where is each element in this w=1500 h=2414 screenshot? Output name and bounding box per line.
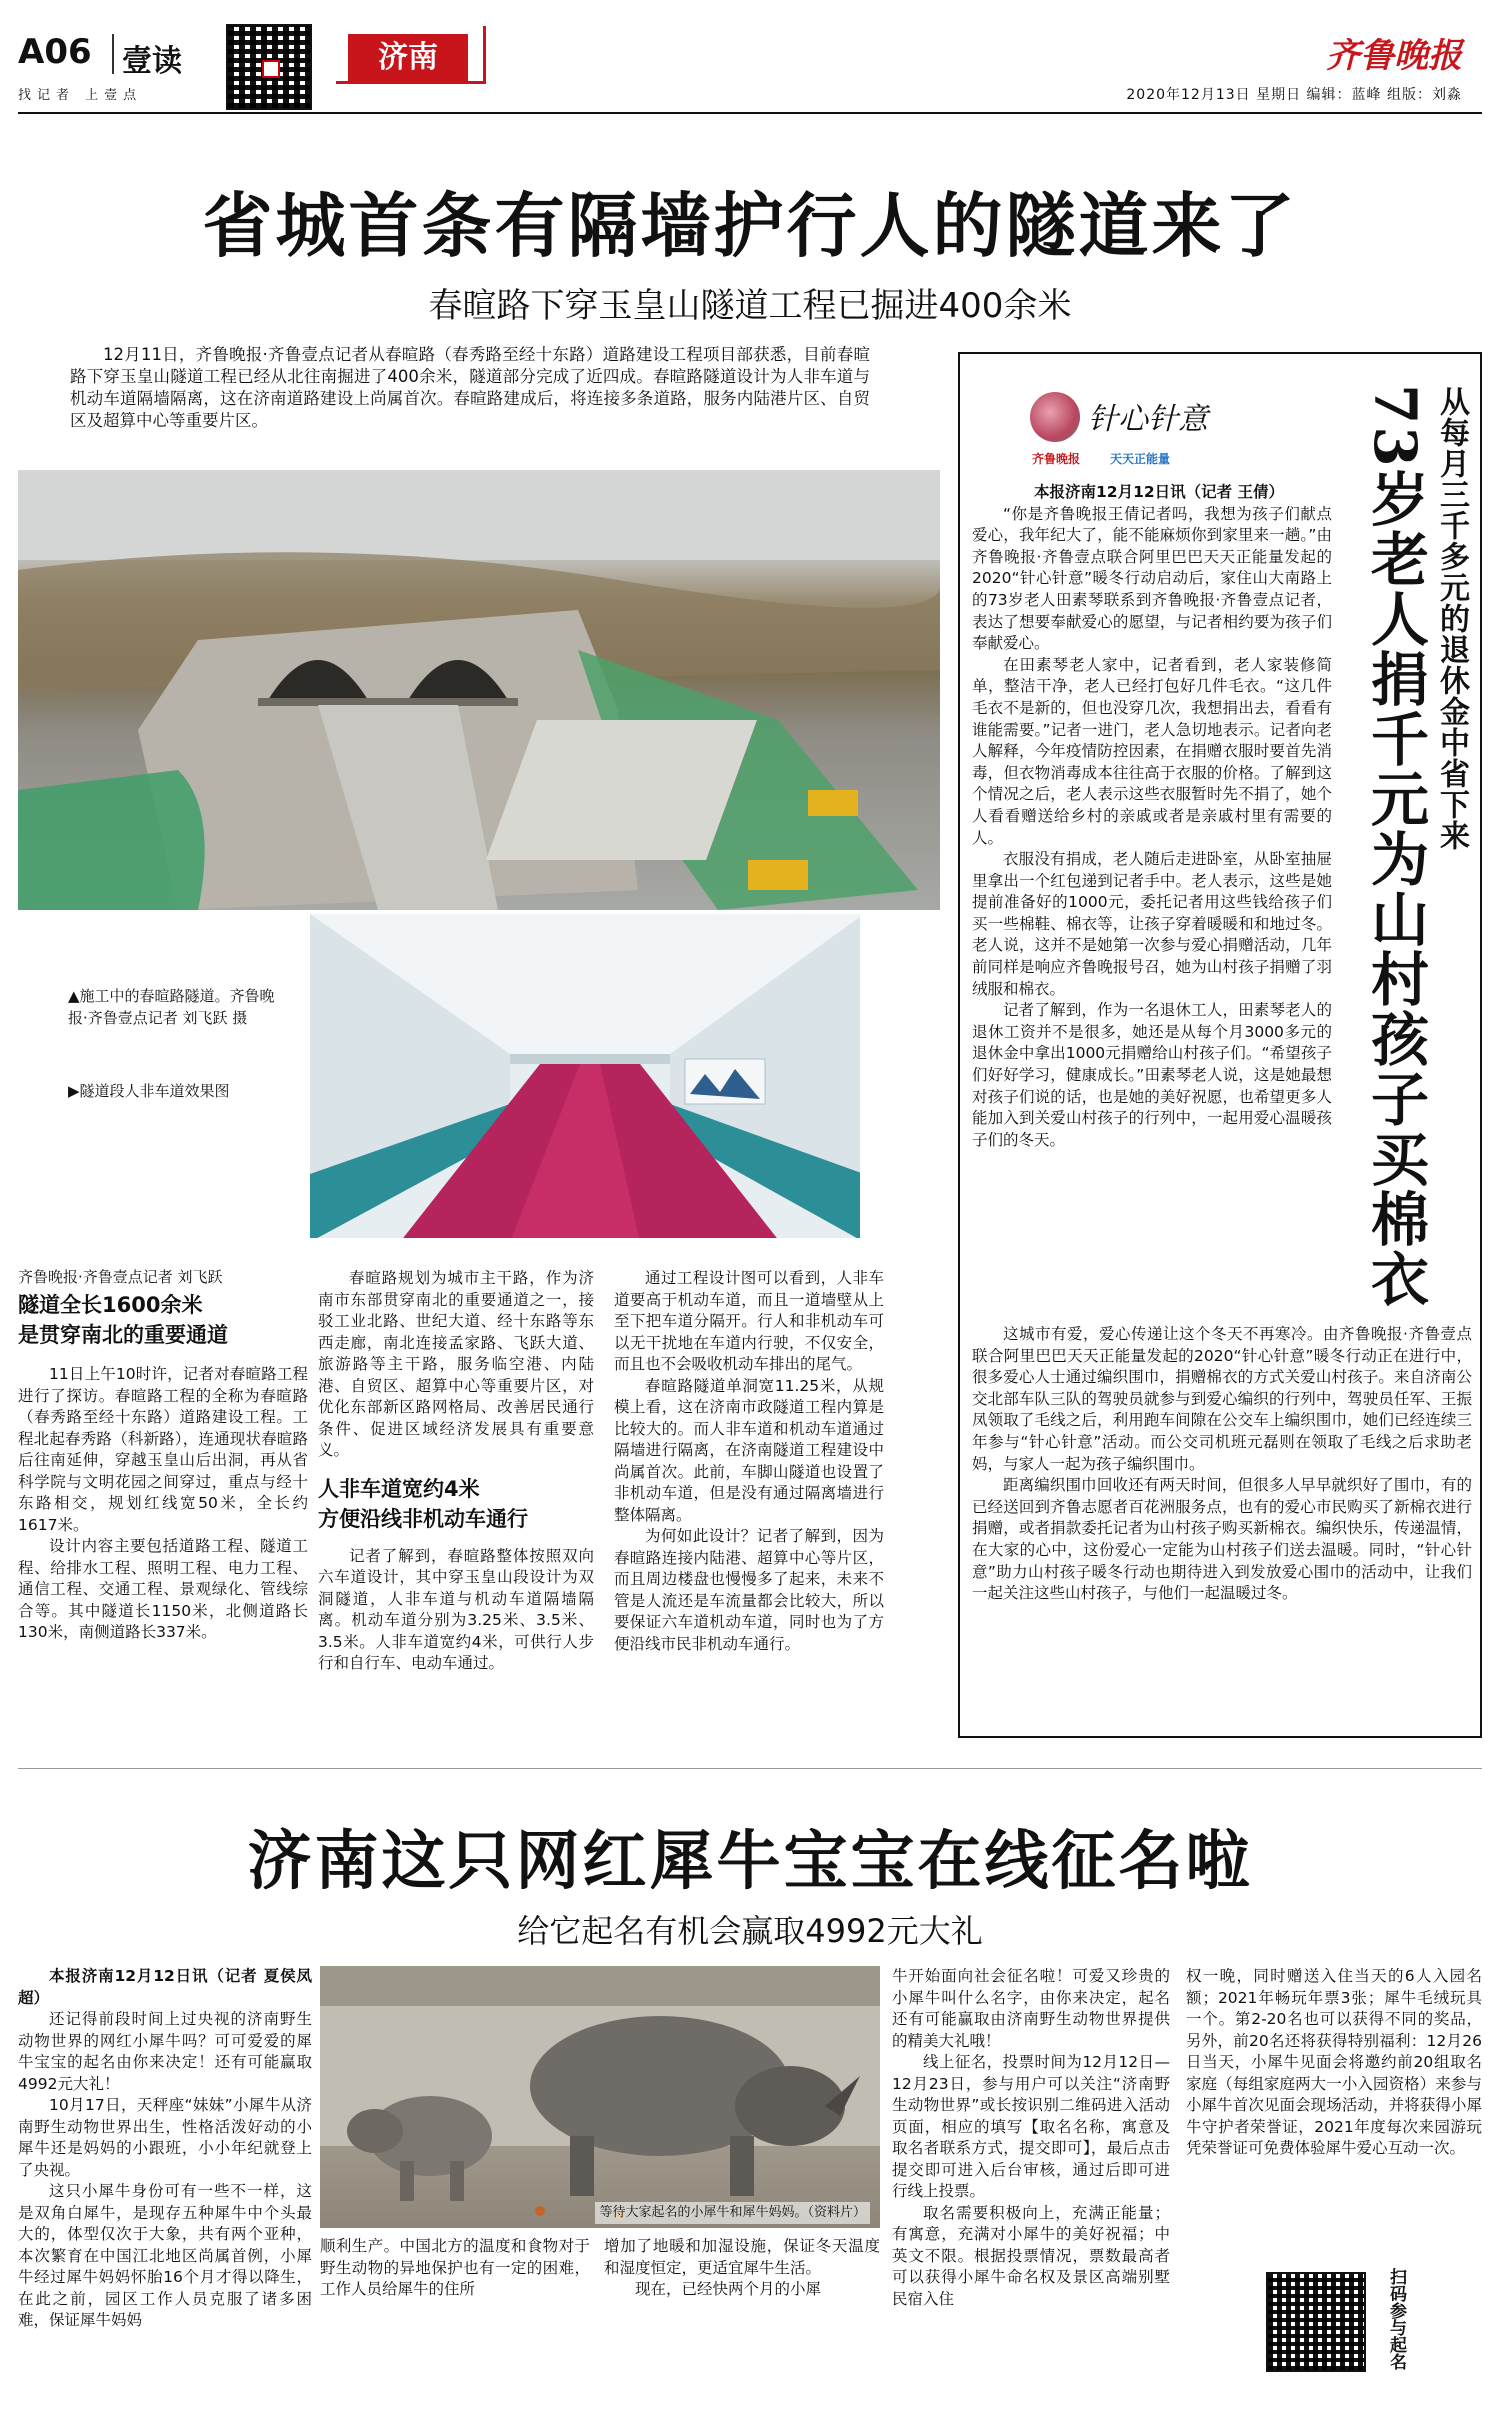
story2-kicker: 从每月三千多元的退休金中省下来 [1434,386,1469,851]
story1-col3-p1: 通过工程设计图可以看到，人非车道要高于机动车道，而且一道墙壁从上至下把车道分隔开。行人和非机动车可以无干扰地在车道内行驶，不仅安全，而且也不会吸收机动车排出的尾气。 [614,1269,884,1373]
story2-box [958,352,1482,1738]
sponsor-2: 天天正能量 [1110,452,1171,466]
designer: 组版：刘淼 [1387,87,1462,103]
story2-headline: 73岁老人捐千元为山村孩子买棉衣 [1361,384,1429,1309]
story3-col2-bottom: 顺利生产。中国北方的温度和食物对于野生动物的异地保护也有一定的困难，工作人员给犀牛的住所 [320,2237,590,2298]
rhino-caption: 等待大家起名的小犀牛和犀牛妈妈。（资料片） [595,2202,870,2224]
story2-col-bottom [972,1324,1472,1605]
story3-col5 [1186,1966,1482,2160]
story2-p4: 记者了解到，作为一名退休工人，田素琴老人的退休工资并不是很多，她还是从每个月3000多元的退休金中拿出1000元捐赠给山村孩子们。“希望孩子们好好学习，健康成长。”田素琴老人说，这是她最想对孩子们说的话，也是她的美好祝愿，也希望更多人能加入到关爱山村孩子的行列中，一起用爱心温暖孩子们的冬天。 [972,1001,1332,1149]
story1-subhead-b2: 方便沿线非机动车通行 [318,1506,528,1531]
story1-col1-p2: 设计内容主要包括道路工程、隧道工程、给排水工程、照明工程、电力工程、通信工程、交通工程、景观绿化、管线综合等。其中隧道长1150米，北侧道路长130米，南侧道路长337米。 [18,1537,308,1641]
qr-code-icon[interactable] [1266,2272,1366,2372]
tunnel-aerial-illustration [18,470,940,910]
story1-col2 [318,1268,594,1675]
story1-col3-p2: 春暄路隧道单洞宽11.25米，从规模上看，这在济南市政隧道工程内算是比较大的。而人非车道和机动车道通过隔墙进行隔离，在济南隧道工程建设中尚属首次。此前，车脚山隧道也设置了非机动车道，但是没有通过隔离墙进行整体隔离。 [614,1376,884,1524]
story3-col1 [18,1966,312,2332]
story1-col3-p3: 为何如此设计？记者了解到，因为春暄路连接内陆港、超算中心等片区，而且周边楼盘也慢慢多了起来，未来不管是人流还是车流量都会比较大，所以要保证六车道机动车道，同时也为了方便沿线市民非机动车通行。 [614,1527,884,1653]
story1-lead: 12月11日，齐鲁晚报·齐鲁壹点记者从春暄路（春秀路至经十东路）道路建设工程项目部获悉，目前春暄路下穿玉皇山隧道工程已经从北往南掘进了400余米，隧道部分完成了近四成。春暄路隧道设计为人非车道与机动车道隔墙隔离，这在济南道路建设上尚属首次。春暄路建成后，将连接多条道路，服务内陆港片区、自贸区及超算中心等重要片区。 [70,345,870,430]
story3-subhead: 给它起名有机会赢取4992元大礼 [517,1912,983,1950]
story1-col2-p2: 记者了解到，春暄路整体按照双向六车道设计，其中穿玉皇山段设计为双洞隧道，人非车道与机动车道隔墙隔离。机动车道分别为3.25米、3.5米、3.5米。人非车道宽约4米，可供行人步行和自行车、电动车通过。 [318,1546,594,1672]
tagline: 找记者 上壹点 [18,88,143,103]
editor: 编辑：蓝峰 [1306,87,1382,103]
tunnel-aerial-photo [18,470,940,910]
story3-col3-bottom: 增加了地暖和加湿设施，保证冬天温度和湿度恒定，更适宜犀牛生活。 现在，已经快两个月的小犀 [604,2237,880,2298]
tunnel-rendering-photo [308,912,862,1240]
story1-subhead-a2: 是贯穿南北的重要通道 [18,1323,228,1347]
sponsor-1: 齐鲁晚报 [1032,452,1081,466]
story1-col2-p1: 春暄路规划为城市主干路，作为济南市东部贯穿南北的重要通道之一，接驳工业北路、世纪大道、经十东路等东西走廊，南北连接孟家路、飞跃大道、旅游路等主干路，服务临空港、内陆港、自贸区、超算中心等重要片区，对优化东部新区路网格局、改善居民通行条件、促进区域经济发展具有重要意义。 [318,1269,594,1459]
story3-headline: 济南这只网红犀牛宝宝在线征名啦 [247,1824,1253,1899]
story3-col1-p3: 这只小犀牛身份可有一些不一样，这是双角白犀牛，是现存五种犀牛中个头最大的，体型仅次于大象，共有两个亚种，本次繁育在中国江北地区尚属首例，小犀牛经过犀牛妈妈怀胎16个月才得以降生，在此之前，园区工作人员克服了诸多困难，保证犀牛妈妈 [18,2182,312,2329]
story2-byline: 本报济南12月12日讯（记者 王倩） [1034,483,1285,501]
story3-col1-p1: 还记得前段时间上过央视的济南野生动物世界的网红小犀牛吗？可可爱爱的犀牛宝宝的起名由你来决定！还有可能赢取4992元大礼！ [18,2010,312,2093]
story2-p1: “你是齐鲁晚报王倩记者吗，我想为孩子们献点爱心，我年纪大了，能不能麻烦你到家里来一趟。”由齐鲁晚报·齐鲁壹点联合阿里巴巴天天正能量发起的2020“针心针意”暖冬行动启动后，家住山大南路上的73岁老人田素琴联系到齐鲁晚报·齐鲁壹点记者，表达了想要奉献爱心的愿望，与记者相约要为孩子们奉献爱心。 [972,504,1332,653]
page-number: A06 [18,32,92,72]
rhino-photo [320,1966,880,2228]
story1-caption-1: ▲施工中的春暄路隧道。齐鲁晚报·齐鲁壹点记者 刘飞跃 摄 [68,987,275,1027]
date: 2020年12月13日 [1126,87,1251,103]
masthead-divider [112,34,114,74]
story2-col-top [972,482,1332,1151]
paper-logo: 齐鲁晚报 [1326,36,1462,76]
masthead [18,24,1482,112]
story2-p3: 衣服没有捐成，老人随后走进卧室，从卧室抽屉里拿出一个红包递到记者手中。老人表示，这些是她提前准备好的1000元，委托记者用这些钱给孩子们买一些棉鞋、棉衣等，让孩子穿着暖暖和和地过冬。老人说，这并不是她第一次参与爱心捐赠活动，几年前同样是响应齐鲁晚报号召，她为山村孩子捐赠了羽绒服和棉衣。 [972,850,1332,998]
story1-subhead-a1: 隧道全长1600余米 [18,1293,203,1317]
section-name: 济南 [348,34,468,82]
story3-col5-p1: 权一晚，同时赠送入住当天的6人入园名额；2021年畅玩年票3张；犀牛毛绒玩具一个。第2-20名也可以获得不同的奖品，另外，前20名还将获得特别福利：12月26日当天，小犀牛见面会将邀约前20组取名家庭（每组家庭两大一小入园资格）来参与小犀牛首次见面会现场活动，并将获得小犀牛守护者荣誉证，2021年度每次来园游玩凭荣誉证可免费体验犀牛爱心互动一次。 [1186,1967,1482,2157]
rhino-illustration [320,1966,880,2228]
story2-p5: 这城市有爱，爱心传递让这个冬天不再寒冷。由齐鲁晚报·齐鲁壹点联合阿里巴巴天天正能量发起的2020“针心针意”暖冬行动正在进行中，很多爱心人士通过编织围巾，捐赠棉衣的方式关爱山村孩子。来自济南公交北部车队三队的驾驶员就参与到爱心编织的行列中，驾驶员任军、王振凤领取了毛线之后，利用跑车间隙在公交车上编织围巾，她们已经连续三年参与“针心针意”活动。而公交司机班元磊则在领取了毛线之后求助老妈，与家人一起为孩子编织围巾。 [972,1325,1472,1473]
story2-p2: 在田素琴老人家中，记者看到，老人家装修简单，整洁干净，老人已经打包好几件毛衣。“这几件毛衣不是新的，但也没穿几次，我想捐出去，看看有谁能需要。”记者一进门，老人急切地表示。记者向老人解释，今年疫情防控因素，在捐赠衣服时要首先消毒，但衣物消毒成本往往高于衣服的价格。了解到这个情况之后，老人表示这些衣服暂时先不捐了，她个人看看赠送给乡村的亲戚或者是亲戚村里有需要的人。 [972,655,1332,847]
section-divider [18,1768,1482,1769]
story1-col1 [18,1290,308,1644]
section-short: 壹读 [122,44,182,79]
story3-col4 [892,1966,1170,2310]
story1-subhead: 春暄路下穿玉皇山隧道工程已掘进400余米 [428,286,1072,326]
dateline [1126,84,1462,104]
yarn-ball-icon [1030,392,1080,442]
qr-code-icon[interactable] [226,24,312,110]
story1-byline: 齐鲁晚报·齐鲁壹点记者 刘飞跃 [18,1268,223,1286]
story3-col4-p1: 牛开始面向社会征名啦！可爱又珍贵的小犀牛叫什么名字，由你来决定，起名还有可能赢取由济南野生动物世界提供的精美大礼哦！ [892,1967,1170,2050]
story3-col1-p2: 10月17日，天秤座“妹妹”小犀牛从济南野生动物世界出生，性格活泼好动的小犀牛还是妈妈的小跟班，小小年纪就登上了央视。 [18,2096,312,2179]
story3-col4-p3: 取名需要积极向上，充满正能量；有寓意，充满对小犀牛的美好祝福；中英文不限。根据投票情况，票数最高者可以获得小犀牛命名权及景区高端别墅民宿入住 [892,2203,1170,2308]
masthead-rule [18,112,1482,114]
story1-subhead-b1: 人非车道宽约4米 [318,1476,480,1501]
story2-p6: 距离编织围巾回收还有两天时间，但很多人早早就织好了围巾，有的已经送回到齐鲁志愿者百花洲服务点，也有的爱心市民购买了新棉衣进行捐赠，或者捐款委托记者为山村孩子购买新棉衣。编织快乐，传递温情，在大家的心中，这份爱心一定能为山村孩子们送去温暖。同时，“针心针意”助力山村孩子暖冬行动也期待进入到发放爱心围巾的活动中，让我们一起关注这些山村孩子，与他们一起温暖过冬。 [972,1476,1472,1603]
qr-label: 扫码参与起名 [1386,2268,1406,2370]
story1-caption-2: ▶隧道段人非车道效果图 [68,1082,230,1100]
story1-headline: 省城首条有隔墙护行人的隧道来了 [202,184,1298,267]
story3-byline: 本报济南12月12日讯（记者 夏侯凤超） [18,1967,312,2007]
story1-col1-p1: 11日上午10时许，记者对春暄路工程进行了探访。春暄路工程的全称为春暄路（春秀路至经十东路）道路建设工程。工程北起春秀路（科新路），连通现状春暄路后往南延伸，穿越玉皇山后出洞，再从省科学院与文明花园之间穿过，重点与经十东路相交，规划红线宽50米，全长约1617米。 [18,1365,308,1534]
tunnel-rendering-illustration [310,914,862,1240]
weekday: 星期日 [1256,87,1302,103]
story1-col3 [614,1268,884,1655]
column-logo: 针心针意 [1088,402,1208,437]
story3-col4-p2: 线上征名，投票时间为12月12日—12月23日，参与用户可以关注“济南野生动物世界”或长按识别二维码进入活动页面，相应的填写【取名名称，寓意及取名者联系方式，提交即可】，最后点击提交即可进入后台审核，通过后即可进行线上投票。 [892,2053,1170,2200]
